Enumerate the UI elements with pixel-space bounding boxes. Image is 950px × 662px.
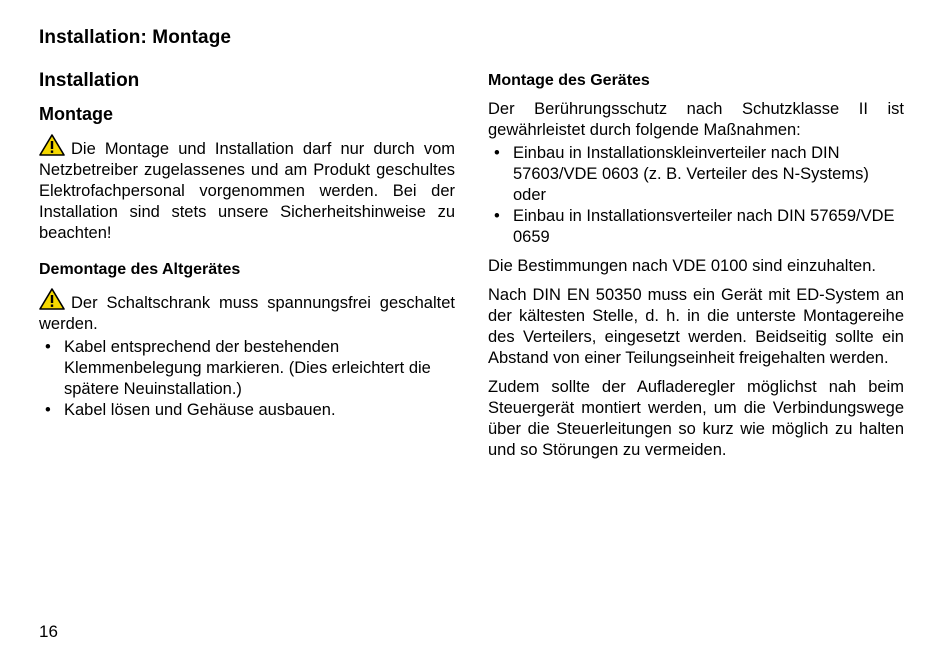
page-number: 16: [39, 622, 58, 641]
list-item: • Einbau in Installationskleinverteiler nach DIN 57603/VDE 0603 (z. B. Verteiler des N-Systems) oder: [488, 143, 904, 206]
warning-triangle-icon: [39, 288, 65, 310]
section-heading: Installation: [39, 70, 140, 91]
page-header: Installation: Montage: [39, 27, 232, 48]
list-item: • Kabel lösen und Gehäuse ausbauen.: [39, 400, 455, 421]
list-item: • Kabel entsprechend der bestehenden Klemmenbelegung markieren. (Dies erleichtert die spätere Neuinstallation.): [39, 337, 455, 400]
intro-paragraph: Der Berührungsschutz nach Schutzklasse II ist gewährleistet durch folgende Maßnahmen:: [488, 100, 904, 139]
left-column: [39, 68, 455, 429]
paragraph: Nach DIN EN 50350 muss ein Gerät mit ED-System an der kältesten Stelle, d. h. in die unterste Montagereihe des Verteilers, eingesetzt werden. Beidseitig sollte ein Abstand von einer Teilungseinheit freigehalten werden.: [488, 286, 904, 367]
dismount-steps-list: [39, 337, 455, 421]
warning-paragraph-2: [39, 288, 455, 335]
warning-text: Die Montage und Installation darf nur durch vom Netzbetreiber zugelassenes und am Produkt geschultes Elektrofachpersonal vorgenommen werden. Bei der Installation sind stets unsere Sicherheitshinweise zu beachten!: [39, 140, 455, 242]
paragraph: Die Bestimmungen nach VDE 0100 sind einzuhalten.: [488, 257, 876, 275]
protection-measures-list: [488, 143, 904, 248]
right-column: [488, 70, 904, 469]
subsection-heading: Montage: [39, 104, 113, 124]
dismount-heading: Demontage des Altgerätes: [39, 261, 241, 278]
warning-text: Der Schaltschrank muss spannungsfrei geschaltet werden.: [39, 294, 455, 333]
warning-paragraph: [39, 134, 455, 244]
mount-heading: Montage des Gerätes: [488, 72, 650, 89]
warning-triangle-icon: [39, 134, 65, 156]
list-item: • Einbau in Installationsverteiler nach DIN 57659/VDE 0659: [488, 206, 904, 248]
paragraph: Zudem sollte der Aufladeregler möglichst nah beim Steuergerät montiert werden, um die Verbindungswege über die Steuerleitungen so kurz wie möglich zu halten und so Störungen zu vermeiden.: [488, 378, 904, 459]
